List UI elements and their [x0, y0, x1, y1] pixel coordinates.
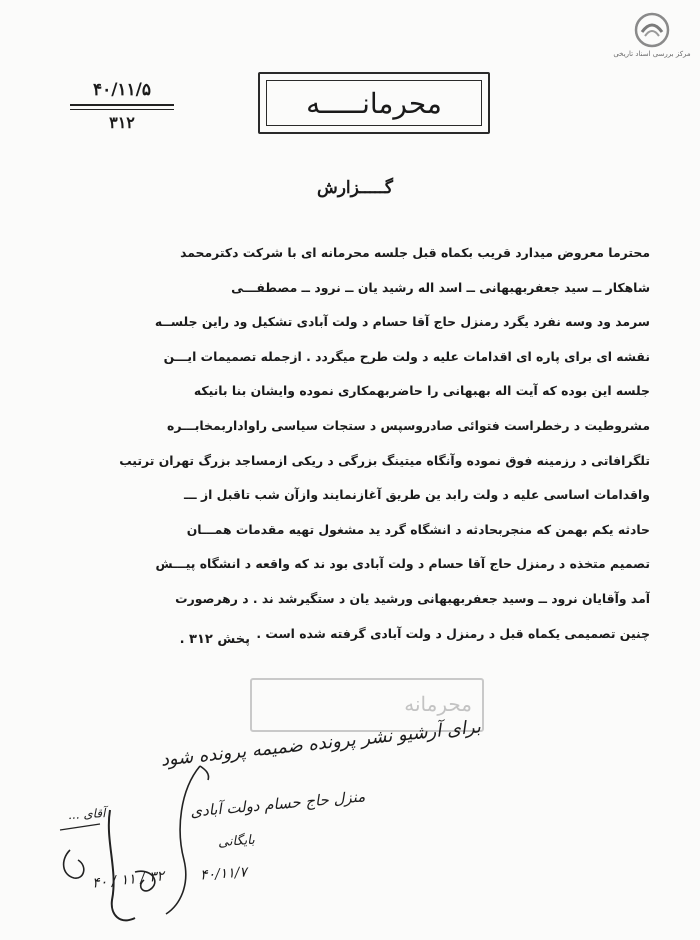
- date-divider: [70, 104, 174, 106]
- archive-logo: [612, 12, 692, 58]
- body-line: واقدامات اساسی علیه د ولت رابد ین طریق آغازنمایند وازآن شب تاقبل از ـــ: [183, 487, 650, 503]
- distribution-note: پخش ۳۱۲ .: [179, 632, 250, 647]
- handwritten-note-archive: برای آرشیو نشر پرونده ضمیمه پرونده شود: [159, 716, 482, 771]
- body-line: نقشه ای برای پاره ای اقدامات علیه د ولت طرح میگردد . ازجمله تصمیمات ایـــن: [163, 348, 650, 364]
- bracket-scribble: [150, 760, 220, 920]
- body-line: جلسه این بوده که آیت اله بهبهانی را حاضربهمکاری نموده وایشان بنا بانیکه: [193, 383, 650, 399]
- body-line: آمد وآقایان نرود ــ وسید جعفربهبهانی ورشید یان د ستگیرشد ند . د رهرصورت: [175, 590, 650, 606]
- faint-stamp-text: محرمانه: [404, 692, 472, 716]
- body-line: تصمیم متخذه د رمنزل حاج آقا حسام د ولت آبادی بود ند که واقعه د انشگاه پیـــش: [155, 556, 650, 572]
- body-line: چنین تصمیمی یکماه قبل د رمنزل د ولت آبادی گرفته شده است .: [256, 625, 650, 641]
- document-date-number: [62, 80, 182, 132]
- confidential-stamp-text: محرمانـــــه: [306, 86, 442, 120]
- body-line: محترما معروض میدارد قریب بکماه قبل جلسه محرمانه ای با شرکت دکترمحمد: [180, 245, 650, 260]
- handwritten-note-date: ۴۰/۱۱/۷: [199, 864, 248, 884]
- body-line: حادثه یکم بهمن که منجربحادثه د انشگاه گرد ید مشغول تهیه مقدمات همـــان: [186, 521, 650, 537]
- handwritten-note-recipient: آقای ...: [67, 806, 106, 822]
- handwritten-note-filing: بایگانی: [217, 832, 256, 851]
- handwritten-note-address: منزل حاج حسام دولت آبادی: [189, 787, 366, 821]
- archive-logo-caption: مرکز بررسی اسناد تاریخی: [613, 50, 691, 58]
- body-line: مشروطیت د رخطراست فتوائی صادروسپس د ستجات سیاسی راواداربمخابـــره: [167, 417, 650, 433]
- body-line: سرمد ود وسه نفرد یگرد رمنزل حاج آقا حسام د ولت آبادی تشکیل ود راین جلســه: [154, 314, 650, 330]
- body-line: شاهکار ــ سید جعفربهبهانی ــ اسد اله رشید یان ــ نرود ــ مصطفـــی: [231, 279, 650, 295]
- report-body: [40, 236, 650, 651]
- document-date: ۴۰/۱۱/۵: [92, 80, 152, 100]
- confidential-stamp: [258, 72, 490, 134]
- document-title: گـــــزارش: [316, 178, 394, 198]
- archive-emblem-icon: [634, 12, 670, 48]
- handwritten-note-second-date: ۳۲ / ۱۱ / ۴۰: [91, 868, 166, 892]
- body-line: تلگرافاتی د رزمینه فوق نموده وآنگاه میتینگ بزرگی د ریکی ازمساجد بزرگ تهران ترتیب: [119, 452, 650, 468]
- document-number: ۳۱۲: [109, 113, 135, 132]
